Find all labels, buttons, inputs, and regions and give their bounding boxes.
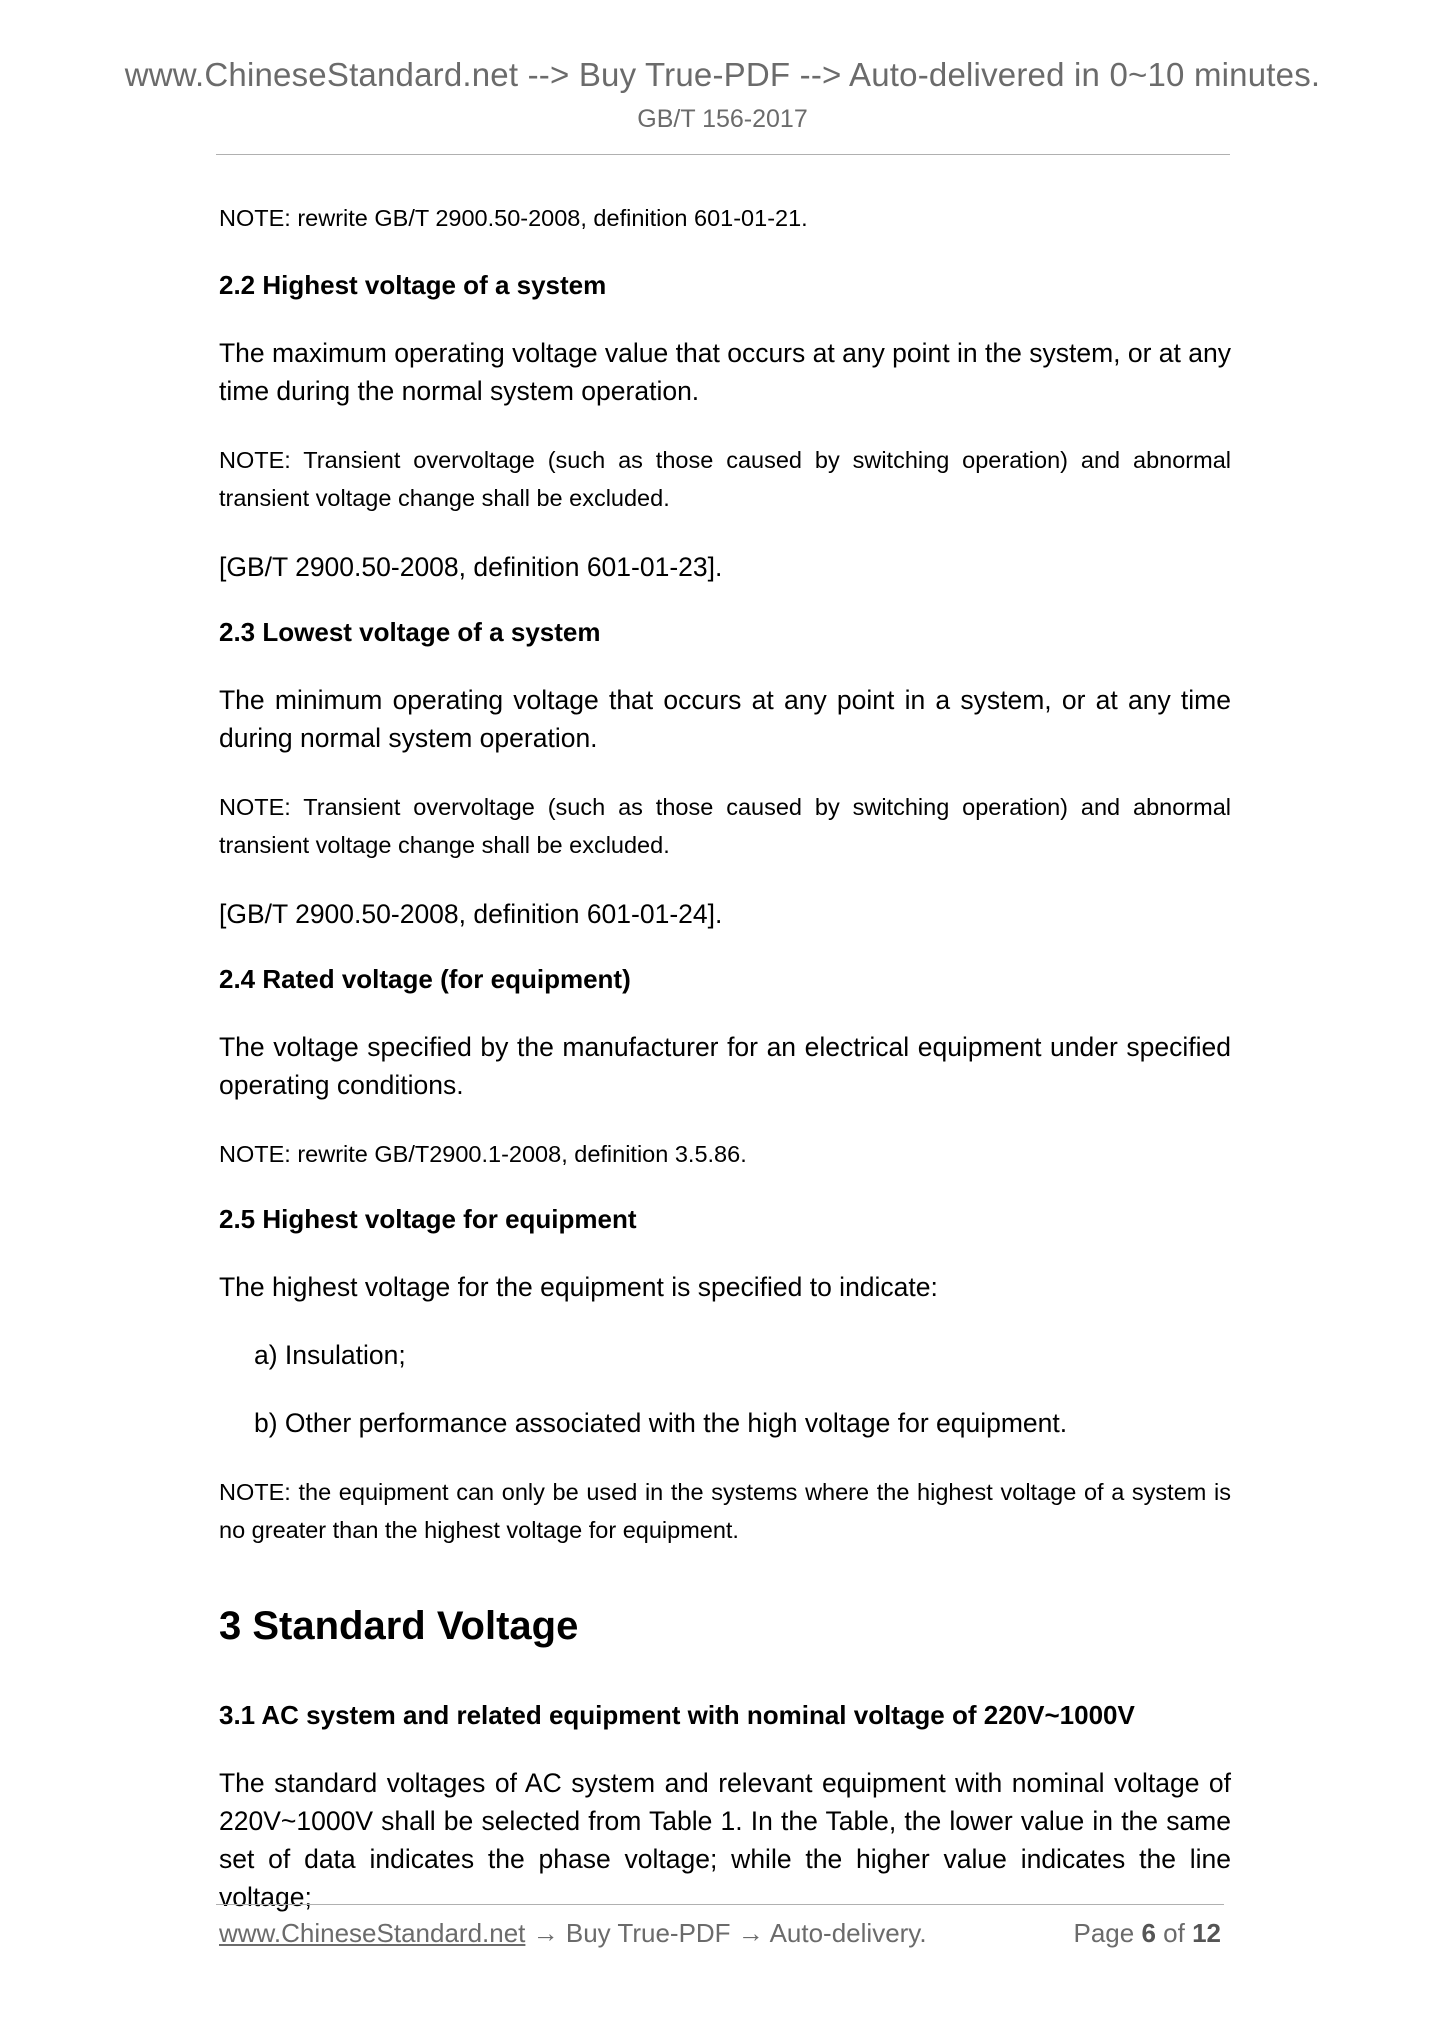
- note-rewrite-601-01-21: NOTE: rewrite GB/T 2900.50-2008, definition 601-01-21.: [219, 205, 808, 231]
- para-3-1: The standard voltages of AC system and relevant equipment with nominal voltage of 220V~1000V shall be selected from Table 1. In the Table, the lower value in the same set of data indicates the phase voltage; while the higher value indicates the line voltage;: [219, 1768, 1231, 1912]
- para-2-2: The maximum operating voltage value that occurs at any point in the system, or at any time during the normal system operation.: [219, 338, 1231, 406]
- page-number: 6: [1141, 1918, 1156, 1948]
- note-2-4: NOTE: rewrite GB/T2900.1-2008, definition 3.5.86.: [219, 1141, 747, 1167]
- heading-2-5: 2.5 Highest voltage for equipment: [219, 1204, 637, 1234]
- footer-tagline: → Buy True-PDF → Auto-delivery.: [525, 1918, 927, 1948]
- note-2-3: NOTE: Transient overvoltage (such as those caused by switching operation) and abnormal transient voltage change shall be excluded.: [219, 794, 1231, 858]
- heading-3-1: 3.1 AC system and related equipment with nominal voltage of 220V~1000V: [219, 1700, 1135, 1730]
- para-2-5: The highest voltage for the equipment is specified to indicate:: [219, 1272, 938, 1302]
- header-divider: [216, 154, 1230, 155]
- page-indicator: [1073, 1918, 1221, 1949]
- heading-2-3: 2.3 Lowest voltage of a system: [219, 617, 601, 647]
- para-2-4: The voltage specified by the manufacturer for an electrical equipment under specified operating conditions.: [219, 1032, 1231, 1100]
- note-2-5: NOTE: the equipment can only be used in the systems where the highest voltage of a system is no greater than the highest voltage for equipment.: [219, 1479, 1231, 1543]
- ref-2-3: [GB/T 2900.50-2008, definition 601-01-24].: [219, 899, 723, 929]
- footer: [219, 1918, 1229, 1949]
- note-2-2: NOTE: Transient overvoltage (such as those caused by switching operation) and abnormal transient voltage change shall be excluded.: [219, 447, 1231, 511]
- of-label: of: [1163, 1918, 1185, 1948]
- page-total: 12: [1192, 1918, 1221, 1948]
- heading-2-2: 2.2 Highest voltage of a system: [219, 270, 607, 300]
- footer-divider: [216, 1904, 1224, 1905]
- heading-2-4: 2.4 Rated voltage (for equipment): [219, 964, 631, 994]
- para-2-3: The minimum operating voltage that occurs at any point in a system, or at any time during normal system operation.: [219, 685, 1231, 753]
- list-item-b: b) Other performance associated with the high voltage for equipment.: [254, 1408, 1068, 1438]
- footer-site-link[interactable]: www.ChineseStandard.net: [219, 1918, 526, 1948]
- header-banner: www.ChineseStandard.net --> Buy True-PDF --> Auto-delivered in 0~10 minutes.: [124, 56, 1321, 93]
- document-id: GB/T 156-2017: [637, 105, 808, 133]
- list-item-a: a) Insulation;: [254, 1340, 406, 1370]
- heading-3: 3 Standard Voltage: [219, 1604, 579, 1648]
- ref-2-2: [GB/T 2900.50-2008, definition 601-01-23].: [219, 552, 723, 582]
- page-label: Page: [1073, 1918, 1135, 1948]
